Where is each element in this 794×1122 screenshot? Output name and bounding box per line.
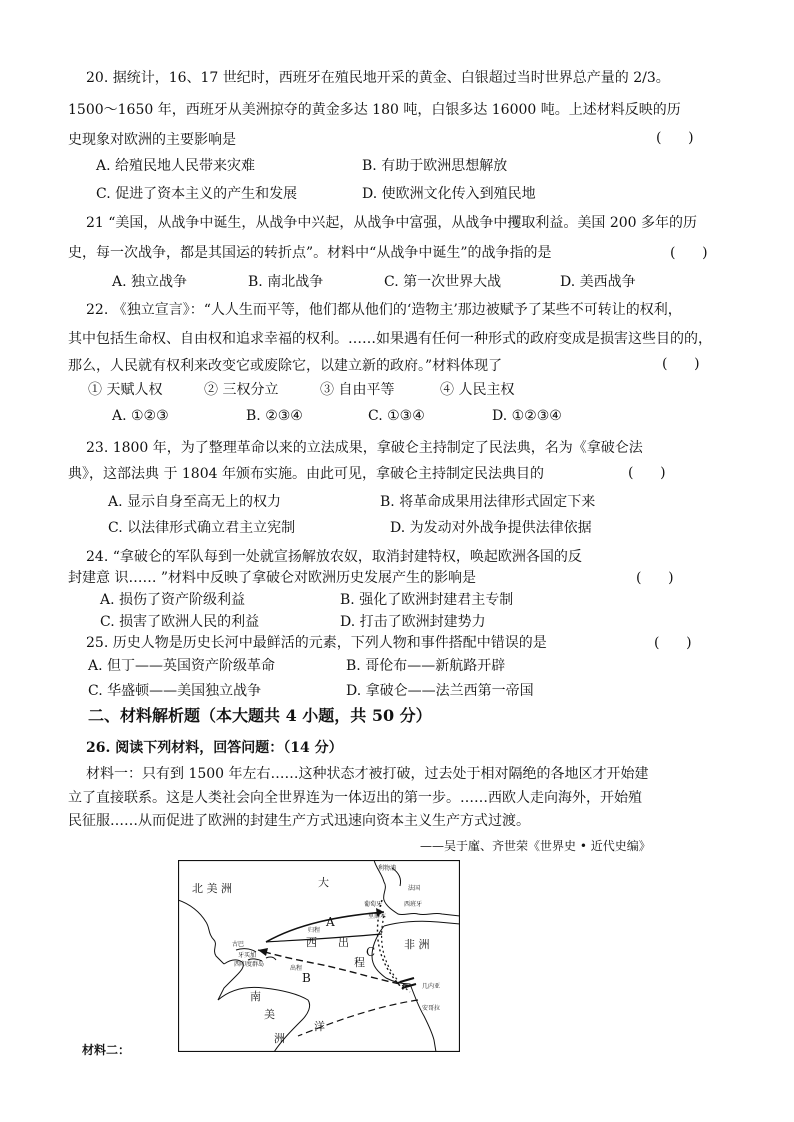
label-west-indies: 西印度群岛 — [234, 961, 265, 968]
label-angola: 安哥拉 — [422, 1005, 441, 1012]
q22-option-d: D. ①②③④ — [492, 408, 562, 424]
q26-source: ——吴于廑、齐世荣《世界史 • 近代史编》 — [420, 839, 651, 853]
label-liverpool: 利物浦 — [378, 865, 397, 872]
label-north-america: 北 美 洲 — [192, 882, 232, 895]
q22-item-2: ② 三权分立 — [204, 382, 279, 398]
q24-option-a: A. 损伤了资产阶级利益 — [100, 592, 246, 608]
label-yang: 洋 — [314, 1020, 325, 1033]
q21-option-d: D. 美西战争 — [560, 274, 636, 290]
q23-answer-paren: ( ) — [628, 465, 666, 481]
label-cuba: 古巴 — [232, 941, 245, 948]
label-spain: 西班牙 — [404, 901, 423, 908]
q26-material2-label: 材料二： — [82, 1043, 131, 1057]
q22-option-c: C. ①③④ — [368, 408, 425, 424]
triangle-trade-map — [178, 860, 460, 1052]
q23-option-c: C. 以法律形式确立君主立宪制 — [108, 520, 296, 536]
q21-line-1: 21 “美国，从战争中诞生，从战争中兴起，从战争中富强，从战争中攫取利益。美国 200 多年的历 — [86, 215, 698, 231]
q22-option-b: B. ②③④ — [246, 408, 303, 424]
label-mei: 美 — [264, 1008, 275, 1021]
q24-option-d: D. 打击了欧洲封建势力 — [340, 614, 486, 630]
label-lisbon: 里斯本 — [368, 913, 387, 920]
q22-line-2: 其中包括生命权、自由权和追求幸福的权利。……如果遇有任何一种形式的政府变成是损害这些目的的， — [68, 331, 712, 347]
q25-answer-paren: ( ) — [654, 635, 692, 651]
q25-option-b: B. 哥伦布——新航路开辟 — [346, 658, 506, 674]
q24-answer-paren: ( ) — [636, 570, 674, 586]
q21-option-a: A. 独立战争 — [112, 274, 188, 290]
q20-line-2: 1500～1650 年，西班牙从美洲掠夺的黄金多达 180 吨，白银多达 16000 吨。上述材料反映的历 — [68, 102, 681, 118]
label-xi: 西 — [306, 936, 317, 949]
route-a-label: A — [326, 915, 335, 929]
label-france: 法国 — [408, 885, 421, 892]
label-jamaica: 牙买加 — [238, 952, 257, 959]
q24-option-b: B. 强化了欧洲封建君主专制 — [340, 592, 514, 608]
label-guinea: 几内亚 — [422, 983, 441, 990]
label-cheng: 程 — [354, 956, 365, 969]
label-africa: 非 洲 — [404, 938, 430, 951]
label-return: 归程 — [308, 927, 321, 934]
q25-line-1: 25. 历史人物是历史长河中最鲜活的元素，下列人物和事件搭配中错误的是 — [86, 635, 547, 651]
q25-option-a: A. 但丁——英国资产阶级革命 — [88, 658, 276, 674]
q23-line-2: 典》，这部法典 于 1804 年颁布实施。由此可见，拿破仑主持制定民法典目的 — [68, 466, 544, 482]
q26-material1-line-3: 民征服……从而促进了欧洲的封建生产方式迅速向资本主义生产方式过渡。 — [68, 813, 530, 829]
q23-line-1: 23. 1800 年，为了整理革命以来的立法成果，拿破仑主持制定了民法典，名为《拿破仑法 — [86, 440, 643, 456]
route-b-label: B — [302, 971, 311, 985]
q22-line-3: 那么，人民就有权利来改变它或废除它，以建立新的政府。”材料体现了 — [68, 358, 503, 374]
q20-line-1: 20. 据统计，16、17 世纪时，西班牙在殖民地开采的黄金、白银超过当时世界总产量的 2/3。 — [86, 70, 670, 86]
label-da: 大 — [318, 876, 329, 889]
q24-line-2: 封建意 识…… ”材料中反映了拿破仑对欧洲历史发展产生的影响是 — [68, 570, 477, 586]
q24-option-c: C. 损害了欧洲人民的利益 — [100, 614, 260, 630]
q24-line-1: 24. “拿破仑的军队每到一处就宣扬解放农奴，取消封建特权，唤起欧洲各国的反 — [86, 549, 582, 565]
label-chu: 出 — [338, 936, 349, 949]
q23-option-a: A. 显示自身至高无上的权力 — [108, 494, 282, 510]
q22-item-4: ④ 人民主权 — [440, 382, 515, 398]
q21-option-c: C. 第一次世界大战 — [384, 274, 502, 290]
q23-option-d: D. 为发动对外战争提供法律依据 — [390, 520, 592, 536]
q22-answer-paren: ( ) — [662, 356, 700, 372]
label-outbound: 出程 — [290, 965, 303, 972]
q20-line-3: 史现象对欧洲的主要影响是 — [68, 132, 236, 148]
q25-option-c: C. 华盛顿——美国独立战争 — [88, 683, 262, 699]
q20-option-a: A. 给殖民地人民带来灾难 — [96, 158, 256, 174]
q21-line-2: 史，每一次战争，都是其国运的转折点”。材料中“从战争中诞生”的战争指的是 — [68, 245, 552, 261]
q20-option-b: B. 有助于欧洲思想解放 — [362, 158, 508, 174]
q22-item-3: ③ 自由平等 — [320, 382, 395, 398]
q23-option-b: B. 将革命成果用法律形式固定下来 — [380, 494, 596, 510]
section-2-heading: 二、材料解析题（本大题共 4 小题，共 50 分） — [88, 706, 432, 725]
q21-answer-paren: ( ) — [670, 245, 708, 261]
q22-option-a: A. ①②③ — [112, 408, 169, 424]
label-portugal: 葡萄牙 — [364, 901, 383, 908]
route-c-label: C — [366, 945, 376, 959]
q26-material1-line-1: 材料一：只有到 1500 年左右……这种状态才被打破，过去处于相对隔绝的各地区才开始建 — [86, 766, 649, 782]
q20-answer-paren: ( ) — [656, 130, 694, 146]
q20-option-c: C. 促进了资本主义的产生和发展 — [96, 186, 298, 202]
q22-line-1: 22. 《独立宣言》：“人人生而平等，他们都从他们的‘造物主’那边被赋予了某些不可转让的权利， — [86, 302, 682, 318]
q20-option-d: D. 使欧洲文化传入到殖民地 — [362, 186, 536, 202]
q22-item-1: ① 天赋人权 — [88, 382, 163, 398]
q26-title: 26. 阅读下列材料，回答问题：（14 分） — [86, 740, 343, 756]
q21-option-b: B. 南北战争 — [248, 274, 324, 290]
q26-material1-line-2: 立了直接联系。这是人类社会向全世界连为一体迈出的第一步。……西欧人走向海外，开始殖 — [68, 790, 642, 806]
label-zhou: 洲 — [274, 1032, 285, 1045]
label-south: 南 — [250, 990, 261, 1003]
q25-option-d: D. 拿破仑——法兰西第一帝国 — [346, 683, 534, 699]
